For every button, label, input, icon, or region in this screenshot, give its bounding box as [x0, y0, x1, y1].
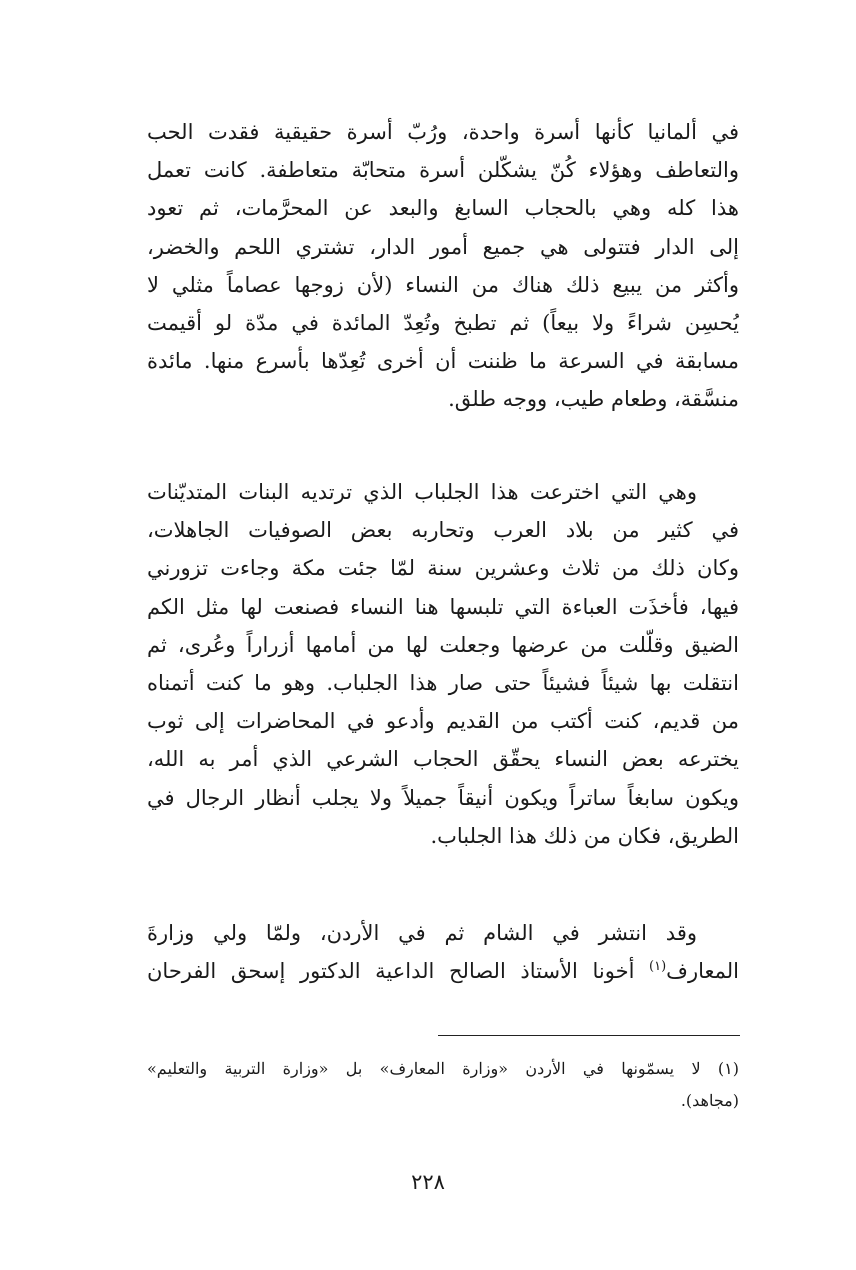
paragraph-line: فيها، فأخذَت العباءة التي تلبسها هنا النساء فصنعت لها مثل الكم	[147, 594, 739, 619]
paragraph-line: من قديم، كنت أكتب من القديم وأدعو في المحاضرات إلى ثوب	[147, 709, 739, 734]
paragraph-line	[147, 952, 739, 990]
footnote	[147, 1053, 739, 1117]
paragraph-text: أخونا الأستاذ الصالح الداعية الدكتور إسحق الفرحان	[147, 959, 650, 984]
paragraph-line: يُحسِن شراءً ولا بيعاً) ثم تطبخ وتُعِدّ المائدة في مدّة لو أقيمت	[147, 311, 739, 336]
footnote-divider	[438, 1035, 740, 1036]
footnote-reference[interactable]: (١)	[649, 959, 667, 975]
paragraph-line: وكان ذلك من ثلاث وعشرين سنة لمّا جئت مكة وجاءت تزورني	[147, 556, 739, 581]
footnote-line: (١) لا يسمّونها في الأردن «وزارة المعارف» بل «وزارة التربية والتعليم»	[147, 1059, 739, 1078]
paragraph-line: منسَّقة، وطعام طيب، ووجه طلق.	[448, 387, 739, 412]
paragraph-line: مسابقة في السرعة ما ظننت أن أخرى تُعِدّها بأسرع منها. مائدة	[147, 349, 739, 374]
paragraph-text: المعارف	[666, 959, 739, 984]
paragraph-3	[147, 914, 739, 990]
paragraph-line: والتعاطف وهؤلاء كُنّ يشكّلن أسرة متحابّة متعاطفة. كانت تعمل	[147, 158, 739, 183]
paragraph-line: في ألمانيا كأنها أسرة واحدة، ورُبّ أسرة حقيقية فقدت الحب	[147, 120, 739, 144]
paragraph-line: في كثير من بلاد العرب وتحاربه بعض الصوفيات الجاهلات،	[147, 518, 739, 543]
footnote-line: (مجاهد).	[680, 1091, 739, 1110]
paragraph-line: وأكثر من يبيع ذلك هناك من النساء (لأن زوجها عصاماً مثلي لا	[147, 272, 739, 297]
paragraph-line: انتقلت بها شيئاً فشيئاً حتى صار هذا الجلباب. وهو ما كنت أتمناه	[147, 671, 739, 696]
paragraph-line: الطريق، فكان من ذلك هذا الجلباب.	[430, 823, 739, 848]
page-number: ٢٢٨	[411, 1170, 445, 1194]
paragraph-line: هذا كله وهي بالحجاب السابغ والبعد عن المحرَّمات، ثم تعود	[147, 196, 739, 221]
paragraph-2	[147, 473, 739, 855]
paragraph-line: وقد انتشر في الشام ثم في الأردن، ولمّا ولي وزارةَ	[147, 921, 697, 945]
paragraph-line: ويكون سابغاً ساتراً ويكون أنيقاً جميلاً ولا يجلب أنظار الرجال في	[147, 785, 739, 810]
paragraph-line: الضيق وقلّلت من عرضها وجعلت لها من أمامها أزراراً وعُرى، ثم	[147, 632, 739, 657]
paragraph-line: إلى الدار فتتولى هي جميع أمور الدار، تشتري اللحم والخضر،	[147, 234, 739, 259]
paragraph-line: وهي التي اخترعت هذا الجلباب الذي ترتديه البنات المتديّنات	[147, 480, 697, 504]
paragraph-line: يخترعه بعض النساء يحقّق الحجاب الشرعي الذي أمر به الله،	[147, 747, 739, 772]
paragraph-1	[147, 113, 739, 419]
